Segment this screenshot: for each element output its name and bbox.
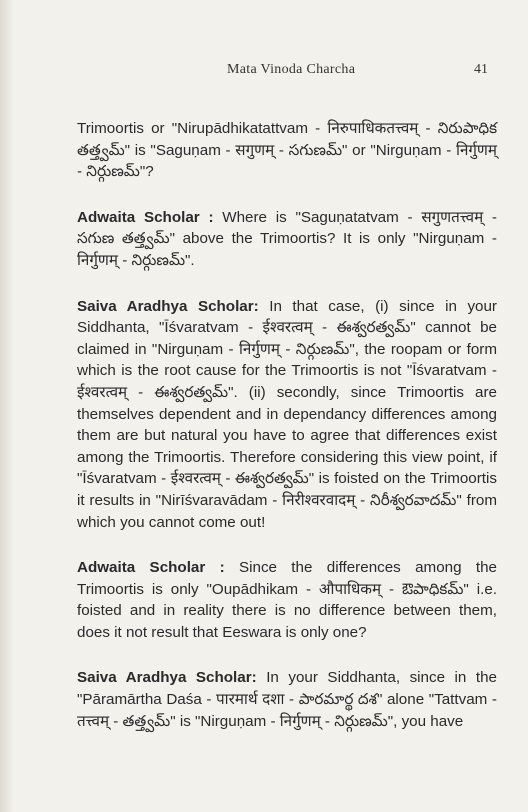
text-line: - నిర్గుణమ్"? [77, 163, 154, 181]
text-line: In that case, (i) since in your [258, 297, 497, 315]
text-line: does it not result that Eeswara is only one? [77, 623, 367, 641]
speaker-label: Saiva Aradhya Scholar: [77, 297, 259, 315]
page-header [0, 62, 528, 82]
page-gutter-shadow [0, 0, 14, 812]
paragraph-adwaita-reply-2 [77, 557, 497, 643]
text-line: form which is the root cause for the Trimoortis is not [77, 340, 497, 380]
text-line: - तत्त्वम् - తత్త్వమ్" is "Nirguṇam - निर्गुणम् - నిర్గుణమ్", you have [77, 691, 497, 730]
speaker-label: Adwaita Scholar : [77, 559, 225, 577]
speaker-label: Saiva Aradhya Scholar: [77, 669, 257, 687]
page-body [77, 118, 497, 756]
text-line: you cannot come out! [120, 513, 266, 531]
text-line: సగుణ తత్త్వమ్" above the Trimoortis? It is only "Nirguṇam - [77, 230, 497, 248]
paragraph-saiva-reply-1 [77, 296, 497, 534]
text-line: in "Nirīśvaravādam - निरीश्वरवादम् - నిరీశ్వరవాదమ్" from which [77, 491, 497, 531]
text-line: ईश्वरत्वम् - ఈశ్వరత్వమ్" is foisted on the Trimoortis it results [77, 470, 497, 509]
page-number: 41 [474, 62, 488, 77]
paragraph-adwaita-reply-1 [77, 207, 497, 272]
text-line: Trimoortis or "Nirupādhikatattvam - निरुपाधिकतत्त्वम् - నిరుపాధిక [77, 120, 497, 137]
text-line: "Īśvaratvam - ईश्वरत्वम् - ఈశ్వరత్వమ్". (ii) secondly, since [77, 362, 497, 401]
text-line: Siddhanta, "Īśvaratvam - ईश्वरत्वम् - ఈశ్వరత్వమ్" cannot be [77, 319, 497, 337]
text-line: తత్త్వమ్" is "Saguṇam - सगुणम् - సగుణమ్" or "Nirguṇam - निर्गुणम् [77, 141, 497, 159]
text-line: Since the differences among the [224, 559, 497, 577]
text-line: Trimoortis are themselves dependent and in dependancy [77, 383, 498, 423]
text-line: In your Siddhanta, since in the [256, 669, 497, 687]
running-title: Mata Vinoda Charcha [227, 62, 356, 77]
paragraph-question [77, 118, 497, 183]
text-line: claimed in "Nirguṇam - निर्गुणम् - నిర్గుణమ్", the roopam or [77, 340, 462, 358]
text-line: Trimoortis is only "Oupādhikam - औपाधिकम् - ఔపాధికమ్" i.e. [77, 580, 497, 598]
speaker-label: Adwaita Scholar : [77, 208, 214, 226]
text-line: Therefore considering this view point, if "Īśvaratvam - [77, 448, 497, 488]
paragraph-saiva-reply-2 [77, 667, 497, 732]
text-line: agree that differences exist among the Trimoortis. [77, 427, 497, 466]
text-line: निर्गुणम् - నిర్గుణమ్". [77, 251, 195, 269]
text-line: "Pāramārtha Daśa - पारमार्थ दशा - పారమార్థ దశ" alone "Tattvam [77, 691, 488, 709]
text-line: Where is "Saguṇatatvam - सगुणतत्त्वम् - [213, 208, 497, 226]
text-line: foisted and in reality there is no difference between them, [77, 602, 497, 620]
text-line: differences among them are but natural you have to [77, 405, 497, 445]
